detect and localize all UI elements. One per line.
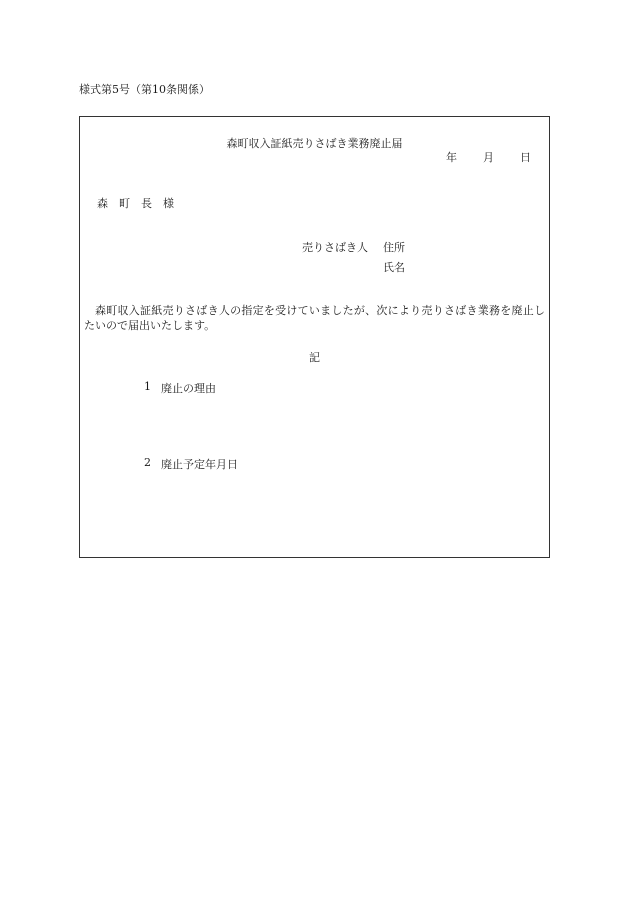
applicant-role: 売りさばき人 [302,241,368,254]
item-label: 廃止の理由 [161,382,216,395]
address-label: 住所 [383,241,405,254]
document-title: 森町収入証紙売りさばき業務廃止届 [226,137,403,150]
form-number: 様式第5号（第10条関係） [79,83,210,96]
item-abolition-reason [144,380,216,396]
addressee: 森町長様 [97,197,185,210]
item-label: 廃止予定年月日 [161,458,238,471]
notification-form [79,116,550,558]
body-text: 森町収入証紙売りさばき人の指定を受けていましたが、次により売りさばき業務を廃止したいので届出いたします。 [84,304,545,332]
item-number: 1 [144,380,151,393]
ki-heading: 記 [309,351,320,364]
item-scheduled-date [144,456,238,472]
item-number: 2 [144,456,151,469]
date-month-label: 月 [483,151,494,164]
date-line [446,149,531,165]
date-year-label: 年 [446,151,457,164]
name-label: 氏名 [383,261,405,274]
date-day-label: 日 [520,151,531,164]
